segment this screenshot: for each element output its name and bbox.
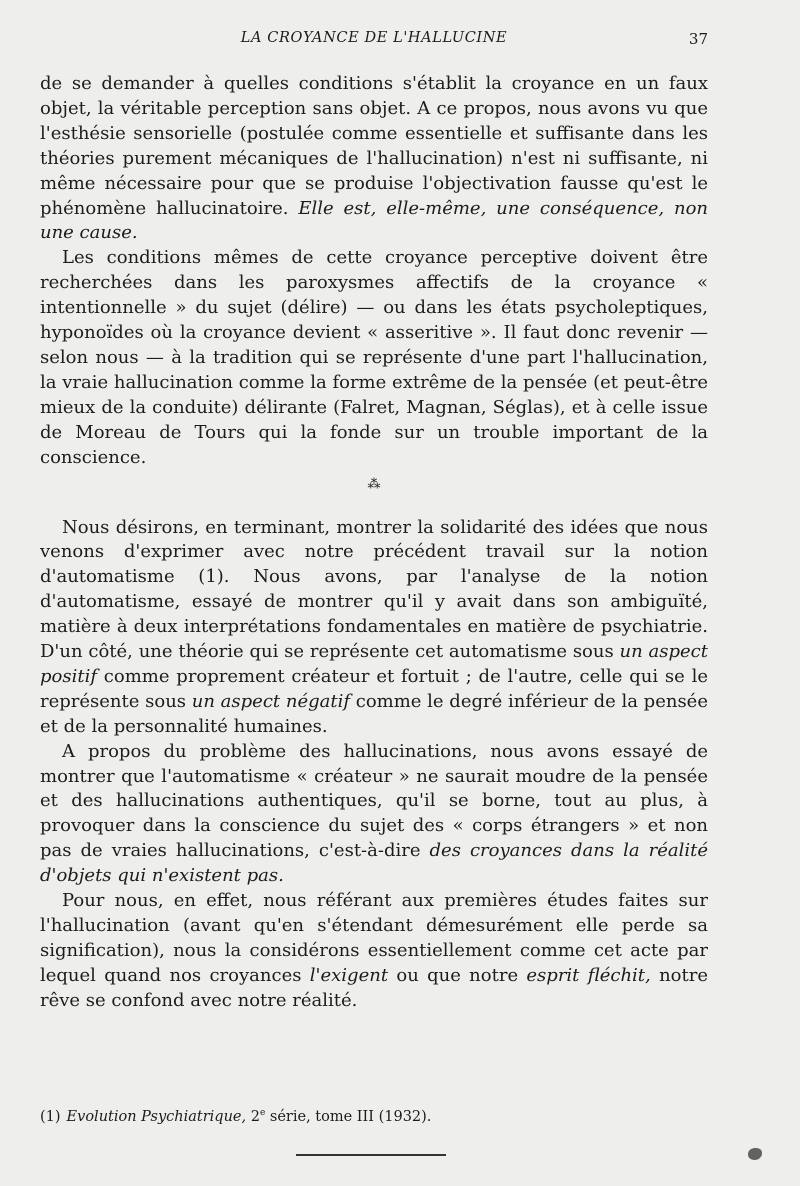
paragraph-1: de se demander à quelles conditions s'établit la croyance en un faux objet, la véritable perception sans objet. A ce propos, nous avons vu que l'esthésie sensorielle (postulée comme essentielle et suffisante dans les théories purement mécaniques de l'hallucination) n'est ni suffisante, ni même nécessaire pour que se produise l'objectivation fausse qu'est le phénomène hallucinatoire. Elle est, elle-même, une conséquence, non une cause. bbox=[40, 73, 708, 244]
section-asterism: ⁂ bbox=[367, 476, 381, 492]
paragraph-4: A propos du problème des hallucinations, nous avons essayé de montrer que l'automatisme « créateur » ne saurait moudre de la pensée et des hallucinations authentiques, qu'il se borne, tout au plus, à provoquer dans la conscience du sujet des « corps étrangers » et non pas de vraies hallucinations, c'est-à-dire des croyances dans la réalité d'objets qui n'existent pas. bbox=[40, 740, 709, 887]
body-text bbox=[40, 72, 708, 1014]
italic-phrase: des croyances dans la réalité d'objets qui n'existent pas. bbox=[40, 840, 709, 887]
page-number: 37 bbox=[688, 30, 708, 48]
footnote-superscript: e bbox=[259, 1108, 266, 1118]
footnote-series-number: 2 bbox=[250, 1108, 260, 1125]
italic-phrase: un aspect négatif bbox=[191, 690, 351, 712]
italic-phrase: l'exigent bbox=[309, 964, 389, 986]
running-title: LA CROYANCE DE L'HALLUCINE bbox=[240, 30, 508, 46]
paragraph-5: Pour nous, en effet, nous référant aux premières études faites sur l'hallucination (avant qu'en s'étendant démesurément elle perde sa signification), nous la considérons essentiellement comme cet acte par lequel quand nos croyances l'exigent ou que notre esprit fléchit, notre rêve se confond avec notre réalité. bbox=[40, 890, 708, 1011]
footnote bbox=[40, 1104, 708, 1126]
footnote-rest: série, tome III (1932). bbox=[265, 1108, 432, 1125]
ink-smudge bbox=[748, 1148, 762, 1160]
footnote-journal: Evolution Psychiatrique, bbox=[66, 1108, 247, 1125]
running-header bbox=[40, 30, 708, 52]
italic-phrase: un aspect positif bbox=[40, 641, 709, 687]
italic-phrase: Elle est, elle-même, une conséquence, non une cause. bbox=[40, 197, 708, 244]
paragraph-2: Les conditions mêmes de cette croyance perceptive doivent être recherchées dans les paroxysmes affectifs de la croyance « intentionnelle » du sujet (délire) — ou dans les états psycholeptiques, hyponoïdes où la croyance devient « asseritive ». Il faut donc revenir — selon nous — à la tradition qui se représente d'une part l'hallucination, la vraie hallucination comme la forme extrême de la pensée (et peut-être mieux de la conduite) délirante (Falret, Magnan, Séglas), et à celle issue de Moreau de Tours qui la fonde sur un trouble important de la conscience. bbox=[40, 247, 708, 468]
footer-rule bbox=[296, 1154, 446, 1156]
footnote-marker: (1) bbox=[40, 1108, 61, 1125]
paragraph-3: Nous désirons, en terminant, montrer la solidarité des idées que nous venons d'exprimer avec notre précédent travail sur la notion d'automatisme (1). Nous avons, par l'analyse de la notion d'automatisme, essayé de montrer qu'il y avait dans son ambiguïté, matière à deux interprétations fondamentales en matière de psychiatrie. D'un côté, une théorie qui se représente cet automatisme sous un aspect positif comme proprement créateur et fortuit ; de l'autre, celle qui se le représente sous un aspect négatif comme le degré inférieur de la pensée et de la personnalité humaines. bbox=[40, 516, 709, 737]
italic-phrase: esprit fléchit, bbox=[526, 964, 651, 986]
